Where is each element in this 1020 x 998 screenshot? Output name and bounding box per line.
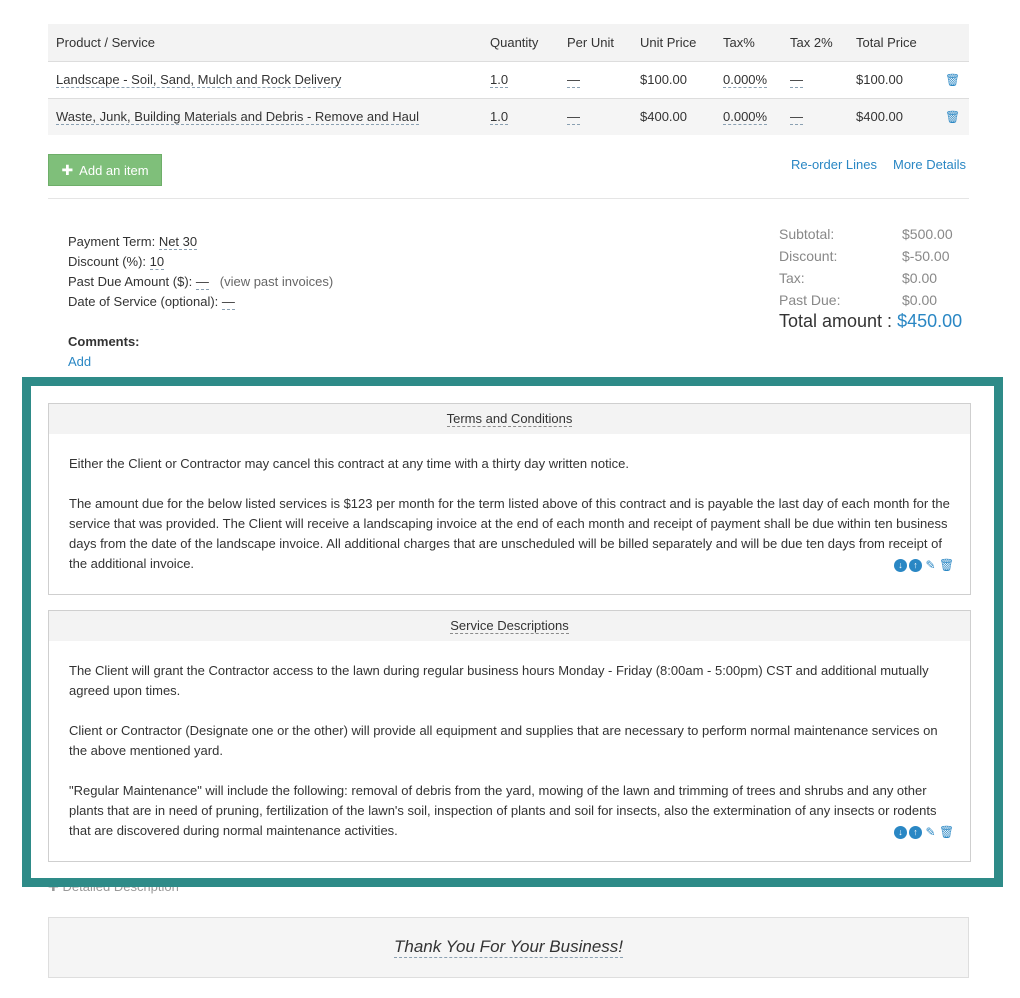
header-product: Product / Service bbox=[48, 24, 482, 61]
total-cell: $100.00 bbox=[856, 72, 903, 87]
add-item-label: Add an item bbox=[79, 162, 149, 178]
comments-label: Comments: bbox=[68, 334, 140, 349]
total-amount bbox=[779, 311, 962, 332]
discount-total-value: $-50.00 bbox=[902, 248, 950, 264]
total-amount-value: $450.00 bbox=[897, 311, 963, 331]
trash-icon[interactable]: 🗑 bbox=[945, 73, 961, 87]
plus-icon: ✚ bbox=[48, 879, 59, 894]
trash-icon[interactable]: 🗑 bbox=[945, 110, 961, 125]
payment-term-label: Payment Term: bbox=[68, 234, 156, 249]
services-paragraph: The Client will grant the Contractor access to the lawn during regular business hours Monday - Friday (8:00am - 5:00pm) CST and additional mutually agreed upon times. bbox=[69, 663, 929, 698]
unit-price-cell: $400.00 bbox=[640, 109, 687, 125]
header-total: Total Price bbox=[848, 24, 937, 61]
edit-icon[interactable]: ✎ bbox=[925, 825, 936, 839]
discount-line bbox=[68, 254, 164, 269]
past-due-total-value: $0.00 bbox=[902, 292, 938, 308]
trash-icon[interactable]: 🗑 bbox=[939, 825, 955, 839]
services-title[interactable]: Service Descriptions bbox=[450, 618, 569, 633]
tax-cell[interactable]: 0.000% bbox=[723, 109, 768, 125]
more-details-link[interactable]: More Details bbox=[893, 157, 966, 172]
move-up-icon[interactable]: ↑ bbox=[909, 826, 922, 839]
trash-icon[interactable]: 🗑 bbox=[939, 558, 955, 572]
header-tax: Tax% bbox=[715, 24, 782, 61]
total-cell: $400.00 bbox=[856, 109, 903, 125]
date-value[interactable]: — bbox=[221, 294, 235, 309]
terms-paragraph: Either the Client or Contractor may cancel this contract at any time with a thirty day written notice. bbox=[69, 456, 629, 471]
footer-box bbox=[48, 917, 969, 978]
edit-icon[interactable]: ✎ bbox=[925, 558, 936, 572]
total-amount-label: Total amount : bbox=[779, 311, 893, 331]
past-due-line bbox=[68, 274, 333, 289]
tax2-cell[interactable]: — bbox=[790, 72, 803, 87]
highlight-frame bbox=[22, 377, 1003, 887]
header-tax2: Tax 2% bbox=[782, 24, 848, 61]
subtotal-value: $500.00 bbox=[902, 226, 953, 242]
payment-term-value[interactable]: Net 30 bbox=[158, 234, 198, 249]
tax2-cell[interactable]: — bbox=[790, 109, 803, 125]
product-cell[interactable]: Landscape - Soil, Sand, Mulch and Rock Delivery bbox=[56, 72, 342, 87]
header-unit-price: Unit Price bbox=[632, 24, 715, 61]
tax-total-label: Tax: bbox=[779, 270, 805, 286]
view-past-invoices-link[interactable]: (view past invoices) bbox=[219, 274, 334, 289]
thank-you-message[interactable]: Thank You For Your Business! bbox=[393, 937, 623, 956]
header-quantity: Quantity bbox=[482, 24, 559, 61]
unit-price-cell: $100.00 bbox=[640, 72, 687, 87]
detailed-description-label: Detailed Description bbox=[62, 879, 179, 894]
payment-term-line bbox=[68, 234, 197, 249]
table-header-row bbox=[48, 24, 969, 61]
quantity-cell[interactable]: 1.0 bbox=[490, 72, 509, 87]
reorder-lines-link[interactable]: Re-order Lines bbox=[791, 157, 877, 172]
terms-paragraph: The amount due for the below listed services is $123 per month for the term listed above of this contract and is payable the last day of each month for the service that was provided. The Client will receive a landscaping invoice at the end of each month and receipt of payment shall be due within ten business days from the date of the landscape invoice. All additional charges that are unscheduled will be billed separately and will be due ten days from receipt of the additional invoice. bbox=[69, 496, 950, 571]
discount-label: Discount (%): bbox=[68, 254, 147, 269]
table-row bbox=[48, 98, 969, 135]
table-row bbox=[48, 61, 969, 98]
services-paragraph: Client or Contractor (Designate one or the other) will provide all equipment and supplies that are necessary to perform normal maintenance services on the above mentioned yard. bbox=[69, 723, 938, 758]
comments-add-link[interactable]: Add bbox=[68, 354, 92, 369]
add-item-button[interactable] bbox=[48, 154, 162, 186]
move-up-icon[interactable]: ↑ bbox=[909, 559, 922, 572]
per-unit-cell[interactable]: — bbox=[567, 109, 580, 125]
terms-title[interactable]: Terms and Conditions bbox=[446, 411, 573, 426]
move-down-icon[interactable]: ↓ bbox=[894, 826, 907, 839]
discount-value[interactable]: 10 bbox=[149, 254, 165, 269]
header-actions bbox=[937, 24, 969, 61]
quantity-cell[interactable]: 1.0 bbox=[490, 109, 509, 125]
date-label: Date of Service (optional): bbox=[68, 294, 219, 309]
discount-total-label: Discount: bbox=[779, 248, 838, 264]
date-line bbox=[68, 294, 235, 309]
past-due-label: Past Due Amount ($): bbox=[68, 274, 193, 289]
product-cell[interactable]: Waste, Junk, Building Materials and Debris - Remove and Haul bbox=[56, 109, 419, 125]
services-paragraph: "Regular Maintenance" will include the following: removal of debris from the yard, mowing of the lawn and trimming of trees and shrubs and any other plants that are in need of pruning, fertilization of the lawn's soil, inspection of plants and soil for insects, also the extermination of any insects or rodents that are discovered during normal maintenance activities. bbox=[69, 783, 937, 838]
past-due-total-label: Past Due: bbox=[779, 292, 841, 308]
header-per-unit: Per Unit bbox=[559, 24, 632, 61]
plus-icon: ✚ bbox=[61, 161, 74, 178]
tax-total-value: $0.00 bbox=[902, 270, 938, 286]
move-down-icon[interactable]: ↓ bbox=[894, 559, 907, 572]
subtotal-label: Subtotal: bbox=[779, 226, 835, 242]
past-due-value[interactable]: — bbox=[195, 274, 209, 289]
tax-cell[interactable]: 0.000% bbox=[723, 72, 768, 87]
divider bbox=[48, 198, 969, 199]
per-unit-cell[interactable]: — bbox=[567, 72, 580, 87]
line-items-table bbox=[48, 24, 969, 135]
